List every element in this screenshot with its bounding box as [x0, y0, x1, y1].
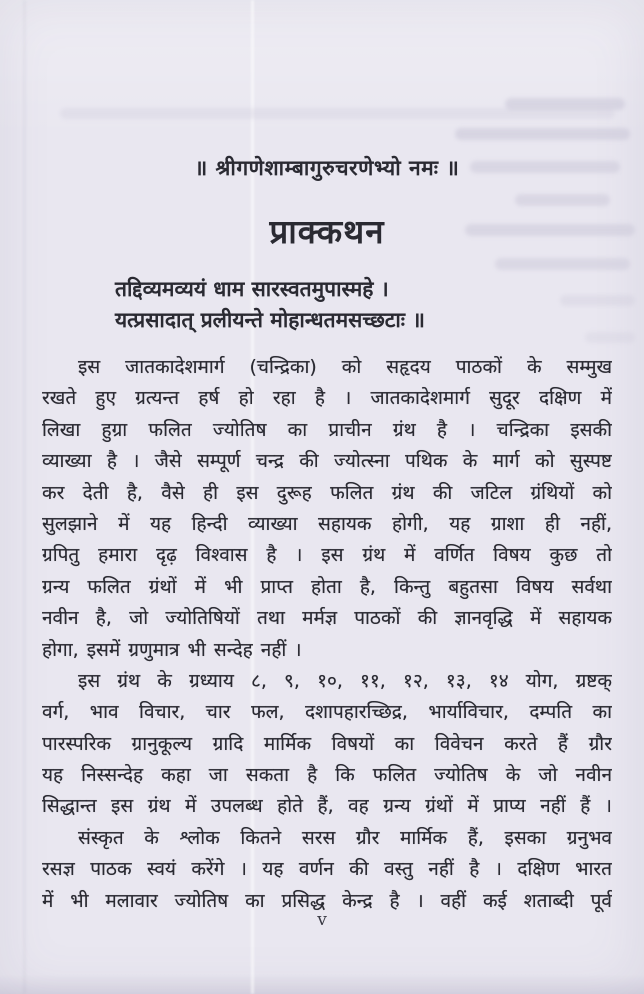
text-line: ग्रन्य फलित ग्रंथों में भी प्राप्त होता है, किन्तु बहुतसा विषय सर्वथा: [42, 575, 612, 598]
text-line: नवीन है, जो ज्योतिषियों तथा मर्मज्ञ पाठकों की ज्ञानवृद्धि में सहायक: [42, 607, 612, 630]
text-line: संस्कृत के श्लोक कितने सरस ग्रौर मार्मिक हैं, इसका ग्रनुभव: [78, 826, 612, 849]
text-line: रसज्ञ पाठक स्वयं करेंगे । यह वर्णन की वस्तु नहीं है । दक्षिण भारत: [42, 858, 612, 881]
text-line: रखते हुए ग्रत्यन्त हर्ष हो रहा है । जातकादेशमार्ग सुदूर दक्षिण में: [42, 387, 612, 410]
text-line: लिखा हुग्रा फलित ज्योतिष का प्राचीन ग्रंथ है । चन्द्रिका इसकी: [42, 418, 612, 441]
paragraph: [42, 352, 612, 666]
text-line: व्याख्या है । जैसे सम्पूर्ण चन्द्र की ज्योत्स्ना पथिक के मार्ग को सुस्पष्ट: [42, 450, 612, 473]
paragraph: [42, 666, 612, 823]
page-title: प्राक्कथन: [269, 212, 385, 251]
text-line: कर देती है, वैसे ही इस दुरूह फलित ग्रंथ की जटिल ग्रंथियों को: [42, 481, 612, 504]
verse-line: यत्प्रसादात् प्रलीयन्ते मोहान्धतमसच्छटाः ॥: [115, 308, 425, 332]
sanskrit-verse: [42, 274, 612, 336]
text-line: इस जातकादेशमार्ग (चन्द्रिका) को सहृदय पाठकों के सम्मुख: [78, 356, 612, 378]
text-line: सुलझाने में यह हिन्दी व्याख्या सहायक होगी, यह ग्राशा ही नहीं,: [42, 512, 612, 535]
invocation-line: ॥ श्रीगणेशाम्बागुरुचरणेभ्यो नमः ॥: [194, 156, 460, 180]
text-line: में भी मलावार ज्योतिष का प्रसिद्ध केन्द्र है । वहीं कई शताब्दी पूर्व: [42, 889, 612, 912]
text-line: ग्रपितु हमारा दृढ़ विश्वास है । इस ग्रंथ में वर्णित विषय कुछ तो: [42, 544, 612, 567]
text-line: इस ग्रंथ के ग्रध्याय ८, ९, १०, ११, १२, १३, १४ योग, ग्रष्टक्: [78, 669, 612, 692]
text-line: यह निस्सन्देह कहा जा सकता है कि फलित ज्योतिष के जो नवीन: [42, 764, 612, 787]
text-line: सिद्धान्त इस ग्रंथ में उपलब्ध होते हैं, वह ग्रन्य ग्रंथों में प्राप्य नहीं हैं ।: [42, 795, 612, 818]
text-line: होगा, इसमें ग्रणुमात्र भी सन्देह नहीं ।: [42, 638, 302, 661]
text-line: पारस्परिक ग्रानुकूल्य ग्रादि मार्मिक विषयों का विवेचन करते हैं ग्रौर: [42, 732, 612, 755]
paper-crease: [23, 0, 26, 994]
text-block: [42, 0, 612, 917]
paragraph: [42, 823, 612, 917]
verse-line: तद्दिव्यमव्ययं धाम सारस्वतमुपास्महे ।: [115, 277, 389, 301]
body-paragraphs: [42, 352, 612, 917]
text-line: वर्ग, भाव विचार, चार फल, दशापहारच्छिद्र, भार्याविचार, दम्पति का: [42, 701, 612, 724]
page-number: v: [317, 910, 327, 930]
